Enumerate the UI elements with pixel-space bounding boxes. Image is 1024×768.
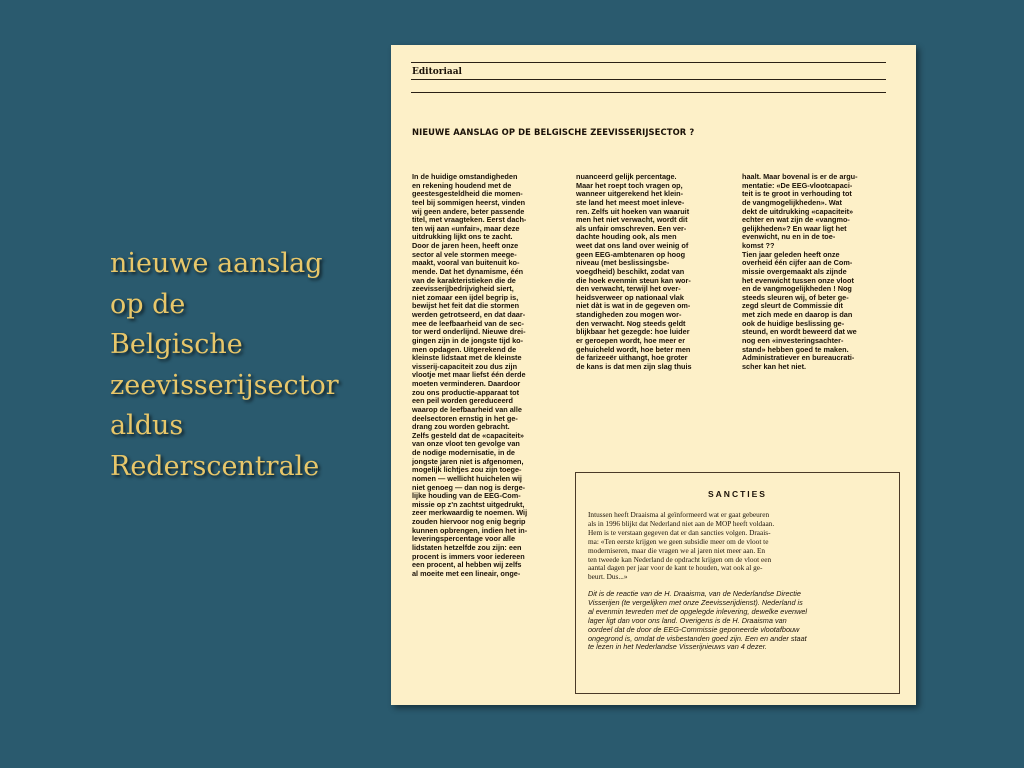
text-line: dachte houding ook, als men [576,233,677,242]
text-line: maakt, vooral van buitenuit ko- [412,259,520,268]
sidebar-italic-note [588,590,893,652]
text-line: de kans is dat men zijn slag thuis [576,362,692,371]
sidebar-paragraph [588,511,893,582]
text-line: ste land het meest moet inleve- [576,198,685,207]
text-line: Maar het roept toch vragen op, [576,181,683,190]
text-line: als in 1996 blijkt dat Nederland niet aan de MOP heeft voldaan. [588,519,775,528]
text-line: nog een «investeringsachter- [742,336,844,345]
text-line: bewijst het feit dat die stormen [412,302,520,311]
text-line: lidstaten hetzelfde zou zijn: een [412,543,522,552]
text-line: mentatie: «De EEG-vlootcapaci- [742,181,853,190]
text-line: men het niet verwacht, wordt dit [576,216,688,225]
slide-title-line: zeevisserijsector [110,369,339,401]
text-line: en rekening houdend met de [412,181,512,190]
sidebar-box [575,472,900,694]
text-line: lager ligt dan voor ons land. Overigens is de H. Draaisma van [588,616,787,625]
text-line: ook de huidige beslissing ge- [742,319,845,328]
slide-title [110,244,370,487]
article-column-2 [576,173,728,371]
section-label: Editoriaal [412,67,462,77]
text-line: gingen zijn in de jongste tijd ko- [412,336,524,345]
text-line: evenwicht, nu en in de toe- [742,233,836,242]
text-line: al moeite met een lineair, onge- [412,569,521,578]
text-line: ma: «Ten eerste krijgen we geen subsidie meer om de vloot te [588,537,769,546]
text-line: werden getrotseerd, en dat daar- [412,311,526,319]
text-line: moderniseren, maar die vragen we al jaren niet meer aan. En [588,546,766,555]
text-line: steeds sleuren wij, of beter ge- [742,293,849,302]
text-line: den verwacht, terwijl het over- [576,285,681,294]
text-line: visserij-capaciteit zou dus zijn [412,362,518,371]
text-line: als unfair omschreven. Een ver- [576,224,687,233]
text-line: de nodige modernisatie, in de [412,449,515,457]
text-line: mee de leefbaarheid van de sec- [412,319,524,328]
text-line: missie overgemaakt als zijnde [742,267,847,276]
text-line: die hoek evenmin steun kan wor- [576,276,691,285]
text-line: zegd sleurt de Commissie dit [742,302,843,311]
text-line: zou ons productie-apparaat tot [412,388,520,397]
text-line: zeevisserijbedrijvigheid siert, [412,285,514,294]
text-line: mende. Dat het dynamisme, één [412,267,524,276]
sidebar-title: SANCTIES [708,489,767,499]
text-line: een procent, al hebben wij zelfs [412,561,522,570]
article-column-1 [412,173,564,578]
text-line: de vangmogelijkheden». Wat [742,198,842,207]
text-line: moeten verminderen. Daardoor [412,380,521,388]
slide-title-line: aldus [110,410,184,441]
header-rule [411,92,886,93]
slide-title-line: Belgische [110,329,243,360]
text-line: stand» hebben goed te maken. [742,345,849,354]
text-line: Hem is te verstaan gegeven dat er dan sancties volgen. Draais- [588,528,771,537]
text-line: aantal dagen per jaar voor de kant te houden, wat ook al ge- [588,564,763,573]
article-headline: NIEUWE AANSLAG OP DE BELGISCHE ZEEVISSERIJSECTOR ? [412,127,695,137]
text-line: niet dàt is wat in de gegeven om- [576,302,691,311]
text-line: en de vangmogelijkheden ! Nog [742,285,852,294]
text-line: steund, en wordt beweerd dat we [742,328,857,337]
slide-title-line: Rederscentrale [110,450,320,482]
text-line: oordeel dat de door de EEG-Commissie geponeerde vlootafbouw [588,625,800,634]
text-line: leveringspercentage voor alle [412,535,516,544]
text-line: scher kan het niet. [742,362,807,371]
text-line: tor werd onderlijnd. Nieuwe drei- [412,328,526,337]
text-line: wij geen andere, beter passende [412,207,525,216]
text-line: Administratiever en bureaucrati- [742,354,855,363]
text-line: ten wij aan «unfair», maar deze [412,224,520,233]
text-line: niveau (met beslissingsbe- [576,259,670,268]
text-line: niet zomaar een ijdel begrip is, [412,293,519,302]
text-line: overheid één cijfer aan de Com- [742,259,853,268]
text-line: heidsverweer op nationaal vlak [576,293,684,302]
text-line: procent is immers voor iedereen [412,552,525,561]
text-line: mogelijk lichtjes zou zijn toege- [412,466,522,475]
text-line: er geroepen wordt, hoe meer er [576,336,686,345]
text-line: beurt. Dus...» [588,573,628,582]
text-line: zeer merkwaardig te noemen. Wij [412,509,528,518]
text-line: weet dat ons land over weinig of [576,242,689,250]
text-line: met zich mede en daarop is dan [742,311,853,319]
text-line: deelsectoren ernstig in het ge- [412,414,518,423]
text-line: te lezen in het Nederlandse Visserijnieuws van 4 dezer. [588,643,767,652]
text-line: missie op z'n zachtst uitgedrukt, [412,500,525,509]
text-line: ongegrond is, omdat de visbestanden goed zijn. Een en ander staat [588,634,807,643]
text-line: komst ?? [742,242,775,250]
text-line: In de huidige omstandigheden [412,173,518,181]
text-line: titel, met vraagteken. Eerst dach- [412,216,527,225]
text-line: zouden hiervoor nog enig begrip [412,518,526,526]
text-line: teel bij sommigen heerst, vinden [412,198,526,207]
text-line: echter en wat zijn de «vangmo- [742,216,850,225]
article-column-3 [742,173,894,371]
text-line: Door de jaren heen, heeft onze [412,242,519,250]
text-line: Tien jaar geleden heeft onze [742,250,840,259]
text-line: nuanceerd gelijk percentage. [576,173,677,181]
text-line: jongste jaren niet is afgenomen, [412,457,524,466]
text-line: een peil worden gereduceerd [412,397,513,406]
slide-title-line: op de [110,288,186,320]
text-line: van de karakteristieken die de [412,276,516,285]
text-line: Dit is de reactie van de H. Draaisma, van de Nederlandse Directie [588,590,801,598]
text-line: kunnen opbrengen, indien het in- [412,526,528,535]
text-line: geestesgesteldheid die momen- [412,190,523,199]
text-line: gelijkheden»? En waar ligt het [742,224,847,233]
text-line: waarop de leefbaarheid van alle [412,405,522,414]
text-line: vlootje met maar liefst één derde [412,371,526,380]
text-line: lijke houding van de EEG-Com- [412,492,521,501]
text-line: teit is te groot in verhouding tot [742,190,852,199]
text-line: wanneer uitgerekend het klein- [576,190,684,199]
text-line: van onze vloot ten gevolge van [412,440,520,449]
text-line: drang zou worden gebracht. [412,423,510,432]
text-line: den verwacht. Nog steeds geldt [576,319,686,328]
text-line: de farizeeër uithangt, hoe groter [576,354,688,363]
text-line: men opdagen. Uitgerekend de [412,345,517,354]
article-page-image [391,45,916,705]
text-line: voegdheid) beschikt, zodat van [576,267,685,276]
text-line: Intussen heeft Draaisma al geïnformeerd wat er gaat gebeuren [588,511,770,519]
text-line: gehuicheld wordt, hoe beter men [576,345,691,354]
slide-title-line: nieuwe aanslag [110,248,323,279]
text-line: nomen — wellicht huichelen wij [412,474,522,483]
text-line: ren. Zelfs uit hoeken van waaruit [576,207,690,216]
text-line: dekt de uitdrukking «capaciteit» [742,207,854,216]
text-line: niet genoeg — dan nog is derge- [412,483,526,492]
text-line: Zelfs gesteld dat de «capaciteit» [412,431,524,440]
text-line: kleinste lidstaat met de kleinste [412,354,522,363]
text-line: het evenwicht tussen onze vloot [742,276,854,285]
text-line: standigheden zou mogen wor- [576,311,682,319]
text-line: haalt. Maar bovenal is er de argu- [742,173,858,181]
text-line: al evenmin tevreden met de opgelegde inlevering, dewelke evenwel [588,607,808,616]
text-line: Visserijen (te vergelijken met onze Zeevisserijdienst). Nederland is [588,598,803,607]
text-line: blijkbaar het gezegde: hoe luider [576,328,690,337]
text-line: sector al vele stormen meege- [412,250,517,259]
text-line: geen EEG-ambtenaren op hoog [576,250,686,259]
text-line: ten tweede kan Nederland de opdracht krijgen om de vloot een [588,555,772,564]
text-line: uitdrukking lijkt ons te zacht. [412,233,513,242]
top-rule [411,62,886,63]
section-rule [411,79,886,80]
